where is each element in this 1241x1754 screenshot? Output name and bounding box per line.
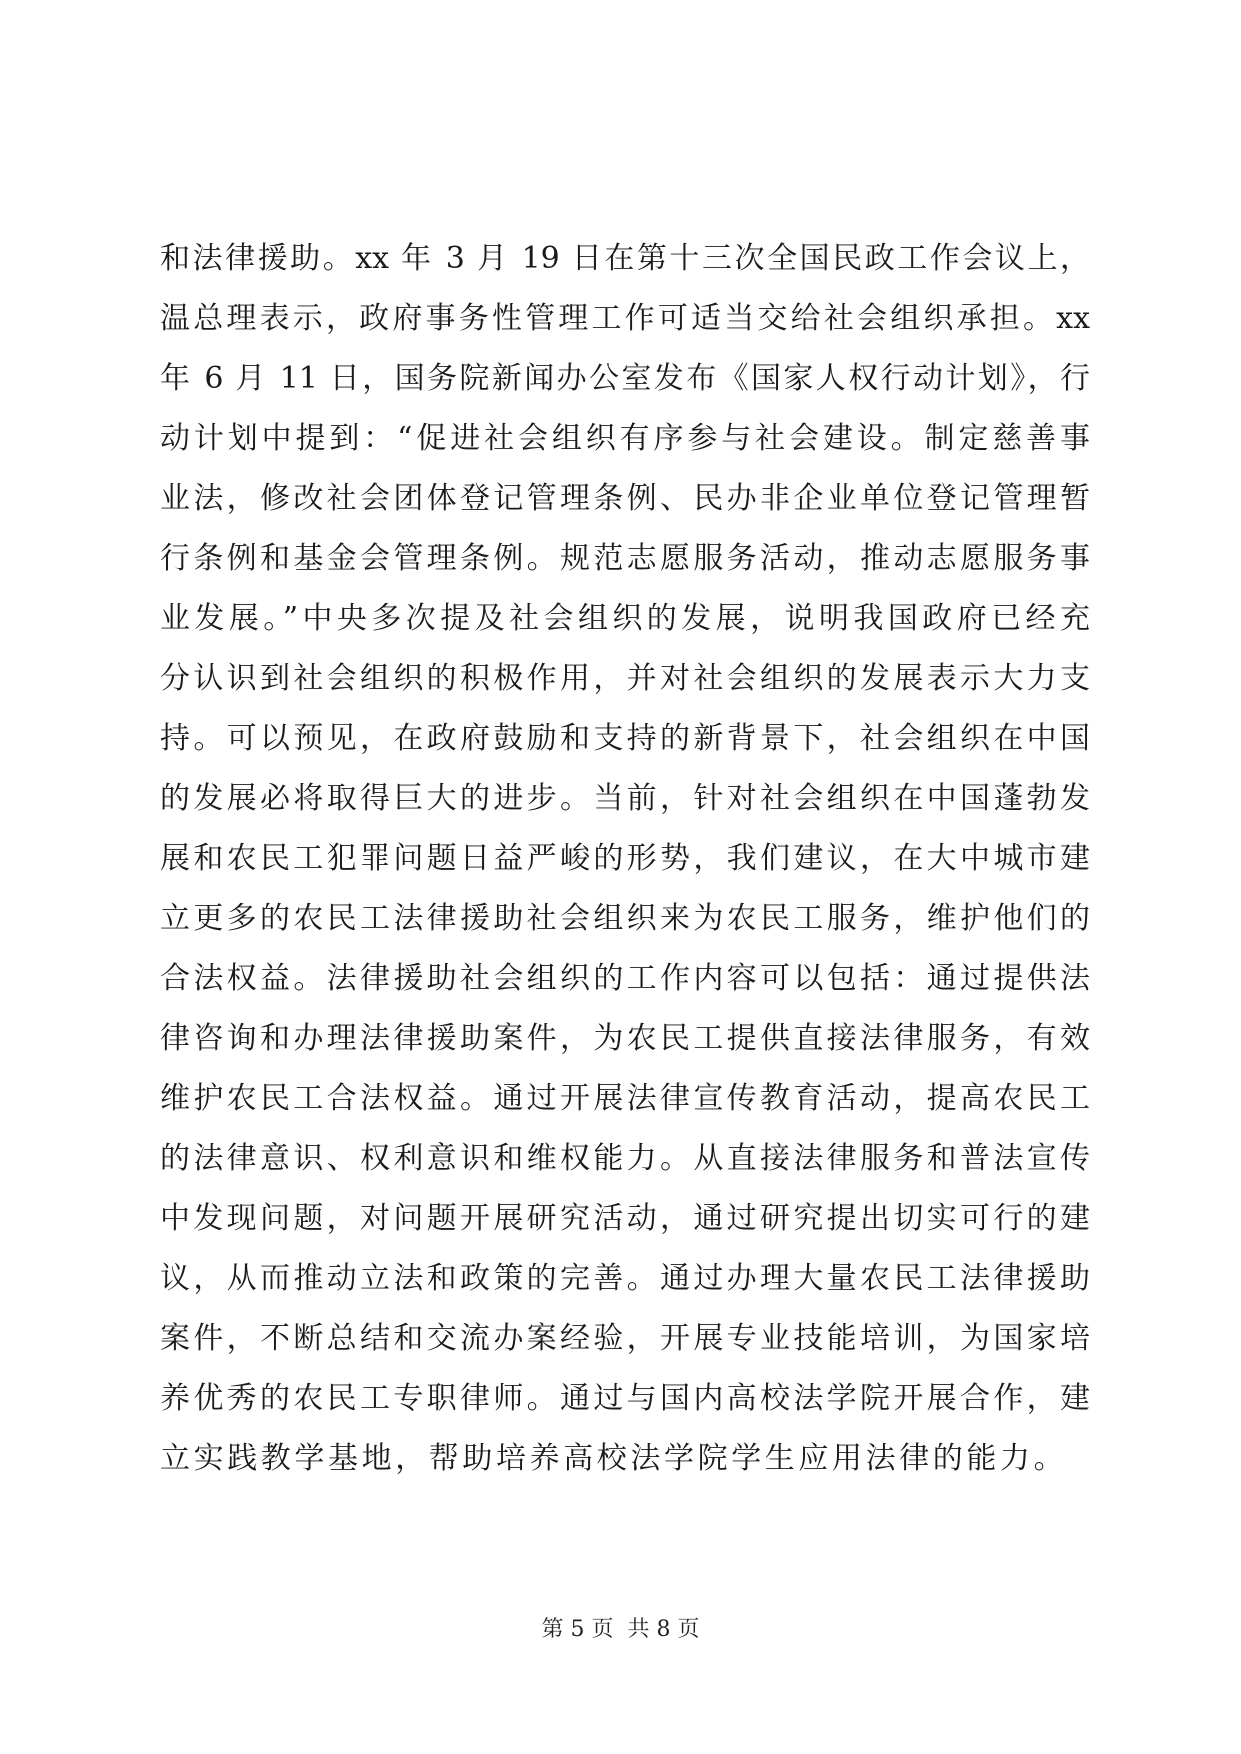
text-line: 合法权益。法律援助社会组织的工作内容可以包括：通过提供法 (160, 961, 1090, 996)
text-line: 持。可以预见，在政府鼓励和支持的新背景下，社会组织在中国 (160, 721, 1090, 756)
text-line: 案件，不断总结和交流办案经验，开展专业技能培训，为国家培 (160, 1321, 1090, 1356)
text-line: 行条例和基金会管理条例。规范志愿服务活动，推动志愿服务事 (160, 541, 1090, 576)
text-line: 展和农民工犯罪问题日益严峻的形势，我们建议，在大中城市建 (160, 841, 1090, 876)
text-line: 维护农民工合法权益。通过开展法律宣传教育活动，提高农民工 (160, 1081, 1090, 1116)
text-line: 养优秀的农民工专职律师。通过与国内高校法学院开展合作，建 (160, 1381, 1090, 1416)
text-line: 的法律意识、权利意识和维权能力。从直接法律服务和普法宣传 (160, 1141, 1090, 1176)
text-line: 议，从而推动立法和政策的完善。通过办理大量农民工法律援助 (160, 1261, 1090, 1296)
text-line: 分认识到社会组织的积极作用，并对社会组织的发展表示大力支 (160, 661, 1090, 696)
text-line: 律咨询和办理法律援助案件，为农民工提供直接法律服务，有效 (160, 1021, 1090, 1056)
text-line: 中发现问题，对问题开展研究活动，通过研究提出切实可行的建 (160, 1201, 1090, 1236)
text-line: 温总理表示，政府事务性管理工作可适当交给社会组织承担。xx (160, 301, 1090, 336)
text-line: 年 6 月 11 日，国务院新闻办公室发布《国家人权行动计划》，行 (160, 361, 1090, 396)
text-line: 业法，修改社会团体登记管理条例、民办非企业单位登记管理暂 (160, 481, 1090, 516)
text-line: 立更多的农民工法律援助社会组织来为农民工服务，维护他们的 (160, 901, 1090, 936)
text-line: 业发展。”中央多次提及社会组织的发展，说明我国政府已经充 (160, 601, 1090, 636)
text-line: 动计划中提到：“促进社会组织有序参与社会建设。制定慈善事 (160, 421, 1090, 456)
text-line: 的发展必将取得巨大的进步。当前，针对社会组织在中国蓬勃发 (160, 781, 1090, 816)
text-line: 和法律援助。xx 年 3 月 19 日在第十三次全国民政工作会议上， (160, 241, 1090, 276)
text-line: 立实践教学基地，帮助培养高校法学院学生应用法律的能力。 (160, 1441, 1068, 1476)
page-footer (0, 1615, 1241, 1645)
body-paragraph (160, 229, 1090, 1489)
page-number: 第 5 页 共 8 页 (541, 1617, 700, 1642)
